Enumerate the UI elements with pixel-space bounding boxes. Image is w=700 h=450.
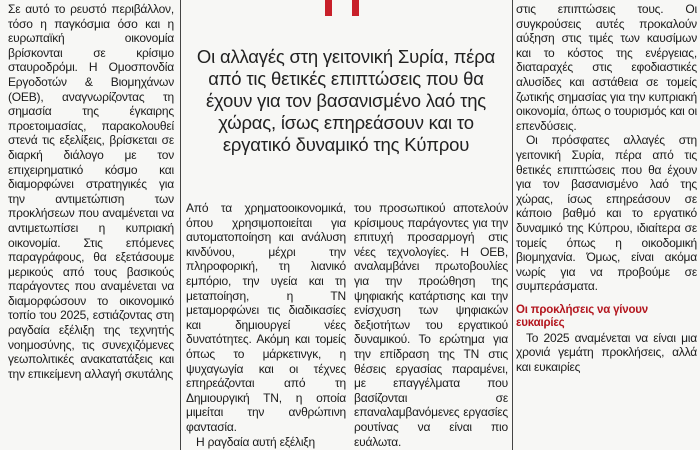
paragraph: Οι πρόσφατες αλλαγές στη γειτονική Συρία, πέρα από τις θετικές επιπτώσεις που θα έχουν για τον βασανισμένο λαό της χώρας, ίσως επηρεάσουν σε κάποιο βαθμό και το εργατικό δυναμικό της Κύπρου, ιδιαίτερα σε τομείς όπως η οικοδομική βιομηχανία. Όμως, είναι ακόμα νωρίς για να προβούμε σε συμπεράσματα. xyxy=(516,133,697,294)
paragraph: του προσωπικού αποτελούν κρίσιμους παράγοντες για την επιτυχή προσαρμογή στις νέες τεχνολογίες. Η ΟΕΒ, αναλαμβάνει πρωτοβουλίες για την προώθηση της ψηφιακής κατάρτισης και την ενίσχυση των ψηφιακών δεξιοτήτων του εργατικού δυναμικού. Το ερώτημα για την επίδραση της ΤΝ στις θέσεις εργασίας παραμένει, με επαγγέλματα που βασίζονται σε επαναλαμβανόμενες εργασίες ρουτίνας να είναι πιο ευάλωτα. xyxy=(354,201,508,449)
article-column-left xyxy=(8,0,174,450)
pull-quote: Οι αλλαγές στη γειτονική Συρία, πέρα από τις θετικές επιπτώσεις που θα έχουν για τον βασανισμένο λαό της χώρας, ίσως επηρεάσουν και το εργατικό δυναμικό της Κύπρου xyxy=(196,46,496,155)
subheading: Οι προκλήσεις να γίνουν ευκαιρίες xyxy=(516,303,648,330)
paragraph: Η ραγδαία αυτή εξέλιξη xyxy=(196,434,315,449)
headline-fragment xyxy=(352,0,359,16)
article-column-mid-left xyxy=(186,201,346,450)
paragraph: στις επιπτώσεις τους. Οι συγκρούσεις αυτές προκαλούν αύξηση στις τιμές των καυσίμων και το κόστος της ενέργειας, διαταραχές στις εφοδιαστικές αλυσίδες και αστάθεια σε τομείς ζωτικής σημασίας για την κυπριακή οικονομία, όπως ο τουρισμός και οι επενδύσεις. xyxy=(516,2,697,133)
paragraph: Από τα χρηματοοικονομικά, όπου χρησιμοποιείται για αυτοματοποίηση και ανάλυση κινδύνου, μέχρι την πληροφορική, τη λιανικό εμπόριο, την υγεία και τη μεταποίηση, η ΤΝ μεταμορφώνει τις διαδικασίες και δημιουργεί νέες δυνατότητες. Ακόμη και τομείς όπως το μάρκετινγκ, η ψυχαγωγία και οι τέχνες επηρεάζονται από τη Δημιουργική ΤΝ, η οποία μιμείται την ανθρώπινη φαντασία. xyxy=(186,201,346,434)
column-divider xyxy=(512,0,513,450)
paragraph: Το 2025 αναμένεται να είναι μια χρονιά γεμάτη προκλήσεις, αλλά και ευκαιρίες xyxy=(516,330,697,375)
article-column-mid-right xyxy=(354,201,508,450)
article-column-right xyxy=(516,0,697,450)
column-divider xyxy=(180,0,181,450)
headline-fragment xyxy=(325,0,332,16)
paragraph: Σε αυτό το ρευστό περιβάλλον, τόσο η παγκόσμια όσο και η ευρωπαϊκή οικονομία βρίσκονται σε κρίσιμο σταυροδρόμι. Η Ομοσπονδία Εργοδοτών & Βιομηχάνων (ΟΕΒ), αναγνωρίζοντας τη σημασία της έγκαιρης προετοιμασίας, παρακολουθεί στενά τις εξελίξεις, βρίσκεται σε διαρκή διάλογο με τον επιχειρηματικό κόσμο και διαμορφώνει στρατηγικές για την αντιμετώπιση των προκλήσεων που αναμένεται να αντιμετωπίσει η κυπριακή οικονομία. Στις επόμενες παραγράφους, θα εξετάσουμε μερικούς από τους βασικούς παράγοντες που αναμένεται να διαμορφώσουν το οικονομικό τοπίο του 2025, εστιάζοντας στη ραγδαία εξέλιξη της τεχνητής νοημοσύνης, τις συνεχιζόμενες γεωπολιτικές ανακατατάξεις και την επικείμενη αλλαγή σκυτάλης xyxy=(8,2,174,381)
